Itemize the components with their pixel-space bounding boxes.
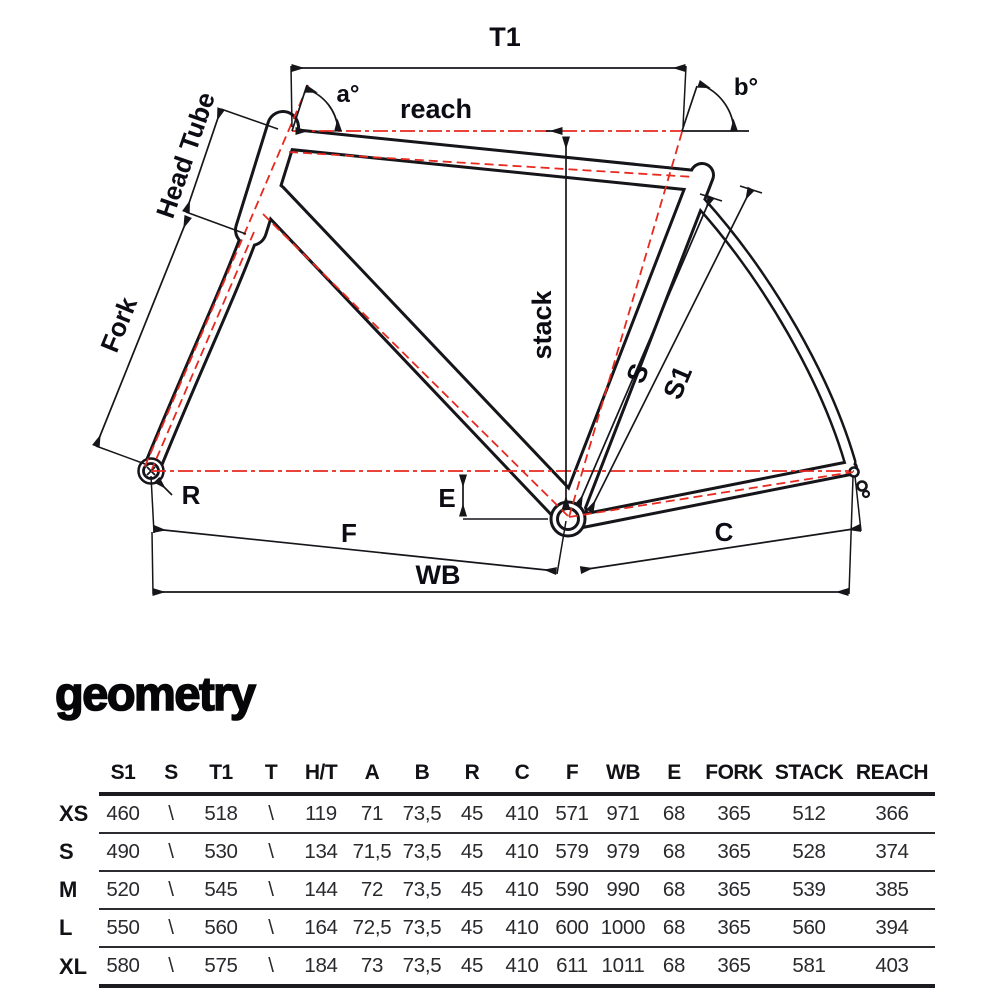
table-row: [57, 947, 935, 986]
column-header: T: [247, 761, 295, 794]
row-label: S: [59, 839, 74, 864]
f-label: F: [341, 518, 357, 548]
cell: 575: [195, 947, 247, 986]
cell: 539: [769, 871, 849, 909]
cell: 410: [497, 794, 547, 833]
cell: 374: [849, 833, 935, 871]
cell: 134: [295, 833, 347, 871]
dimension-seat-angle: [682, 74, 758, 131]
column-header: B: [397, 761, 447, 794]
cell: 45: [447, 833, 497, 871]
cell: 580: [99, 947, 147, 986]
column-header: WB: [597, 761, 649, 794]
cell: 1000: [597, 909, 649, 947]
head-tube-label: Head Tube: [149, 88, 221, 222]
bottom-bracket: [551, 502, 585, 536]
cell: 385: [849, 871, 935, 909]
c-label: C: [714, 517, 734, 547]
cell: \: [247, 871, 295, 909]
header-row: [57, 761, 935, 794]
dimension-t1: [291, 22, 686, 127]
cell: \: [247, 947, 295, 986]
dimension-head-angle: [292, 81, 359, 131]
column-header: STACK: [769, 761, 849, 794]
table-row: [57, 833, 935, 871]
cell: 365: [699, 833, 769, 871]
table-row: [57, 871, 935, 909]
cell: 144: [295, 871, 347, 909]
cell: \: [147, 947, 195, 986]
cell: 410: [497, 909, 547, 947]
cell: 72,5: [347, 909, 397, 947]
cell: 73,5: [397, 871, 447, 909]
cell: 184: [295, 947, 347, 986]
cell: 410: [497, 833, 547, 871]
t1-label: T1: [489, 22, 521, 52]
cell: 460: [99, 794, 147, 833]
cell: \: [247, 794, 295, 833]
cell: 560: [195, 909, 247, 947]
row-label: XL: [59, 953, 88, 979]
cell: 611: [547, 947, 597, 986]
cell: 68: [649, 871, 699, 909]
cell: 45: [447, 794, 497, 833]
row-label: L: [59, 915, 73, 940]
dimension-rake: [157, 480, 201, 510]
cell: 68: [649, 909, 699, 947]
reach-label: reach: [399, 94, 473, 124]
cell: 528: [769, 833, 849, 871]
cell: 365: [699, 909, 769, 947]
cell: 971: [597, 794, 649, 833]
cell: 518: [195, 794, 247, 833]
cell: 545: [195, 871, 247, 909]
cell: 365: [699, 794, 769, 833]
row-label: XS: [59, 800, 89, 826]
cell: 403: [849, 947, 935, 986]
cell: 581: [769, 947, 849, 986]
cell: 550: [99, 909, 147, 947]
cell: 72: [347, 871, 397, 909]
cell: 579: [547, 833, 597, 871]
cell: 979: [597, 833, 649, 871]
cell: 365: [699, 871, 769, 909]
row-label: M: [59, 877, 78, 902]
cell: 410: [497, 947, 547, 986]
s-label: S: [620, 359, 656, 388]
cell: 590: [547, 871, 597, 909]
cell: \: [147, 871, 195, 909]
cell: 73,5: [397, 833, 447, 871]
column-header: T1: [195, 761, 247, 794]
wb-label: WB: [415, 560, 461, 590]
column-header: REACH: [849, 761, 935, 794]
column-header: F: [547, 761, 597, 794]
corner-cell: [57, 761, 99, 794]
cell: \: [147, 794, 195, 833]
dimension-f: [151, 476, 566, 574]
cell: 490: [99, 833, 147, 871]
column-header: S1: [99, 761, 147, 794]
cell: 45: [447, 909, 497, 947]
stack-label: stack: [527, 290, 557, 360]
cell: 45: [447, 871, 497, 909]
cell: 68: [649, 833, 699, 871]
cell: 410: [497, 871, 547, 909]
cell: 73,5: [397, 794, 447, 833]
cell: \: [147, 909, 195, 947]
cell: 119: [295, 794, 347, 833]
cell: 71: [347, 794, 397, 833]
cell: \: [147, 833, 195, 871]
cell: \: [247, 833, 295, 871]
cell: 45: [447, 947, 497, 986]
column-header: H/T: [295, 761, 347, 794]
s1-label: S1: [657, 361, 698, 404]
cell: 560: [769, 909, 849, 947]
cell: \: [247, 909, 295, 947]
e-label: E: [438, 483, 456, 513]
cell: 571: [547, 794, 597, 833]
table-row: [57, 909, 935, 947]
section-title: geometry: [55, 667, 255, 720]
fork-label: Fork: [94, 292, 144, 357]
cell: 990: [597, 871, 649, 909]
cell: 520: [99, 871, 147, 909]
column-header: S: [147, 761, 195, 794]
cell: 68: [649, 947, 699, 986]
cell: 530: [195, 833, 247, 871]
rake-label: R: [181, 480, 201, 510]
cell: 73,5: [397, 947, 447, 986]
table-row: [57, 794, 935, 833]
cell: 365: [699, 947, 769, 986]
geometry-table: [57, 761, 935, 988]
cell: 68: [649, 794, 699, 833]
cell: 394: [849, 909, 935, 947]
cell: 73: [347, 947, 397, 986]
cell: 600: [547, 909, 597, 947]
column-header: R: [447, 761, 497, 794]
frame-outline: [139, 127, 870, 536]
cell: 73,5: [397, 909, 447, 947]
cell: 366: [849, 794, 935, 833]
column-header: FORK: [699, 761, 769, 794]
seat-angle-label: b°: [733, 74, 759, 101]
cell: 512: [769, 794, 849, 833]
cell: 1011: [597, 947, 649, 986]
column-header: E: [649, 761, 699, 794]
column-header: A: [347, 761, 397, 794]
cell: 164: [295, 909, 347, 947]
cell: 71,5: [347, 833, 397, 871]
column-header: C: [497, 761, 547, 794]
head-angle-label: a°: [336, 81, 360, 108]
